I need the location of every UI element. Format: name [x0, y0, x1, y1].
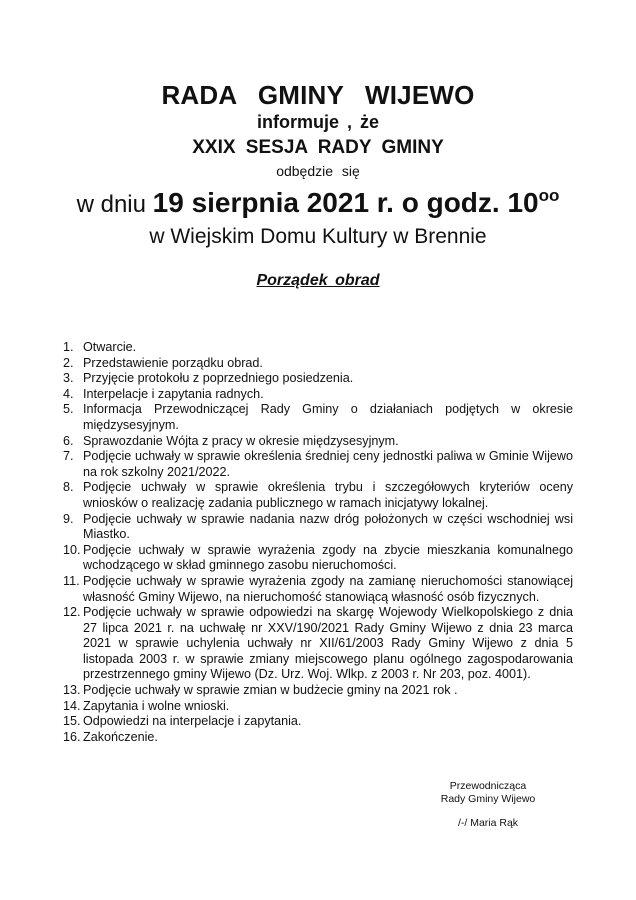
- session-place: w Wiejskim Domu Kultury w Brennie: [149, 225, 487, 248]
- date-line: [0, 187, 636, 219]
- signature-name: /-/ Maria Rąk: [457, 817, 519, 829]
- council-title: RADA GMINY WIJEWO: [161, 80, 475, 110]
- agenda-list: [63, 340, 573, 745]
- agenda-item: 2. Przedstawienie porządku obrad.: [63, 355, 263, 370]
- signature-block: [400, 780, 576, 830]
- agenda-item: 8. Podjęcie uchwały w sprawie określenia trybu i szczegółowych kryteriów oceny wniosków o realizację zadania publicznego w ramach inicjatywy lokalnej.: [63, 480, 573, 510]
- agenda-item: 3. Przyjęcie protokołu z poprzedniego posiedzenia.: [63, 371, 354, 386]
- signature-body: Rady Gminy Wijewo: [440, 793, 536, 805]
- date-prefix: w dniu: [76, 191, 146, 218]
- signature-role: Przewodnicząca: [449, 780, 527, 792]
- session-minutes: oo: [538, 186, 560, 205]
- session-hour: 10: [507, 187, 539, 218]
- agenda-item: 13. Podjęcie uchwały w sprawie zmian w budżecie gminy na 2021 rok .: [63, 683, 458, 698]
- informs-line: informuje , że: [256, 112, 379, 132]
- agenda-item: 14. Zapytania i wolne wnioski.: [63, 698, 230, 713]
- agenda-item: 11. Podjęcie uchwały w sprawie wyrażenia zgody na zamianę nieruchomości stanowiącej własność Gminy Wijewo, na nieruchomość stanowiącą własność osób fizycznych.: [63, 573, 573, 604]
- session-heading: XXIX SESJA RADY GMINY: [192, 137, 444, 158]
- agenda-item: 4. Interpelacje i zapytania radnych.: [63, 386, 264, 401]
- session-date: 19 sierpnia 2021 r. o godz.: [152, 187, 500, 218]
- agenda-item: 1. Otwarcie.: [63, 340, 137, 354]
- agenda-item: 5. Informacja Przewodniczącej Rady Gminy o działaniach podjętych w okresie międzysesyjnym.: [63, 402, 573, 432]
- agenda-item: 10. Podjęcie uchwały w sprawie wyrażenia zgody na zbycie mieszkania komunalnego wchodzącego w skład gminnego zasobu nieruchomości.: [63, 542, 573, 573]
- agenda-item: 12. Podjęcie uchwały w sprawie odpowiedzi na skargę Wojewody Wielkopolskiego z dnia 27 lipca 2021 r. na uchwałę nr XXV/190/2021 Rady Gminy Wijewo z dnia 23 marca 2021 w sprawie uchylenia uchwały nr XII/61/2003 Rady Gminy Wijewo z dnia 5 listopada 2003 r. w sprawie zmiany miejscowego planu ogólnego zagospodarowania przestrzennego gminy Wijewo (Dz. Urz. Woj. Wlkp. z 2003 r. Nr 203, poz. 4001).: [63, 605, 573, 682]
- agenda-item: 15. Odpowiedzi na interpelacje i zapytania.: [63, 714, 302, 729]
- agenda-item: 16. Zakończenie.: [63, 729, 158, 744]
- agenda-item: 9. Podjęcie uchwały w sprawie nadania nazw dróg położonych w części wschodniej wsi Miastko.: [63, 511, 573, 542]
- agenda-item: 6. Sprawozdanie Wójta z pracy w okresie międzysesyjnym.: [63, 433, 399, 448]
- agenda-title: Porządek obrad: [256, 272, 380, 289]
- agenda-item: 7. Podjęcie uchwały w sprawie określenia średniej ceny jednostki paliwa w Gminie Wijewo na rok szkolny 2021/2022.: [63, 449, 573, 479]
- will-take-place-line: odbędzie się: [276, 163, 360, 179]
